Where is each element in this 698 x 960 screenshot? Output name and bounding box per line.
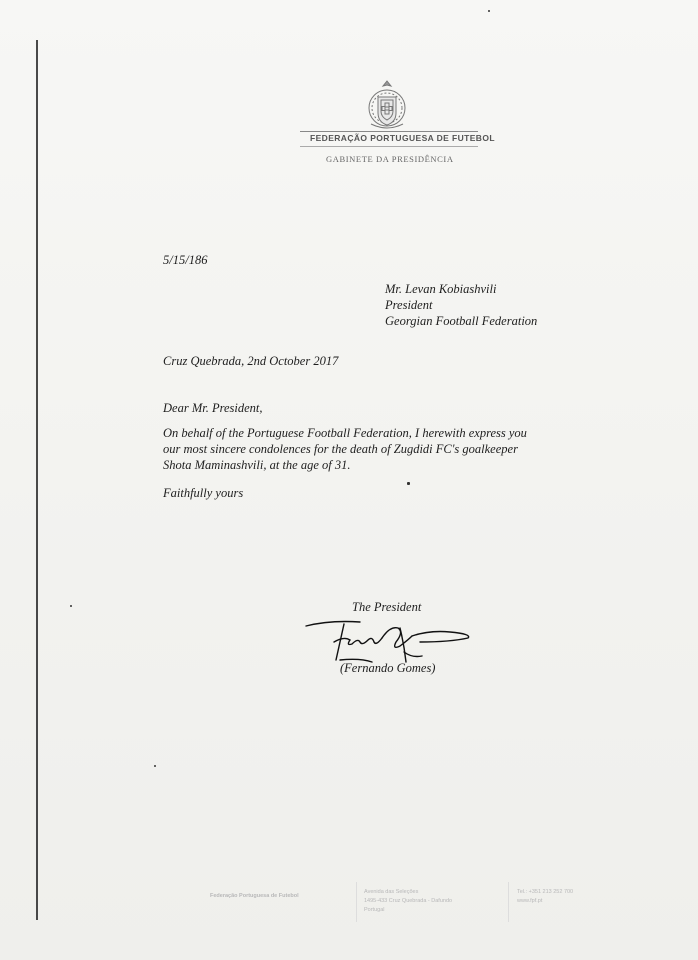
salutation: Dear Mr. President,	[163, 401, 263, 415]
signatory-name: (Fernando Gomes)	[340, 661, 436, 675]
recipient-name: Mr. Levan Kobiashvili	[385, 282, 497, 296]
footer-divider	[508, 882, 509, 922]
footer-organization: Federação Portuguesa de Futebol	[210, 893, 299, 899]
recipient-block	[385, 281, 537, 329]
scan-speck	[154, 765, 156, 767]
footer-phone: Tel.: +351 213 252 700	[517, 889, 574, 895]
recipient-organization: Georgian Football Federation	[385, 314, 538, 328]
footer-address	[364, 888, 452, 915]
recipient-title: President	[385, 298, 433, 312]
letterhead-department: GABINETE DA PRESIDÊNCIA	[326, 154, 454, 164]
scan-speck	[488, 10, 490, 12]
letter-reference: 5/15/186	[163, 253, 208, 267]
letter-body: On behalf of the Portuguese Football Federation, I herewith express you our most sincere condolences for the death of Zugdidi FC's goalkeeper Shota Maminashvili, at the age of 31.	[163, 426, 527, 472]
letterhead-organization: FEDERAÇÃO PORTUGUESA DE FUTEBOL	[310, 133, 495, 143]
scan-edge-line	[36, 40, 38, 920]
footer-divider	[356, 882, 357, 922]
place-date: Cruz Quebrada, 2nd October 2017	[163, 354, 339, 368]
scan-speck	[407, 482, 410, 485]
scan-speck	[70, 605, 72, 607]
footer-web: www.fpf.pt	[517, 898, 543, 904]
letterhead-rule-bottom	[300, 146, 478, 147]
footer-address-line3: Portugal	[364, 907, 385, 913]
letterhead-rule-top	[300, 131, 478, 132]
signatory-title: The President	[352, 600, 422, 614]
footer-address-line1: Avenida das Seleções	[364, 889, 419, 895]
footer-contact	[517, 888, 573, 906]
fpf-crest-icon	[365, 80, 409, 132]
closing: Faithfully yours	[163, 486, 244, 500]
footer-address-line2: 1495-433 Cruz Quebrada - Dafundo	[364, 898, 453, 904]
